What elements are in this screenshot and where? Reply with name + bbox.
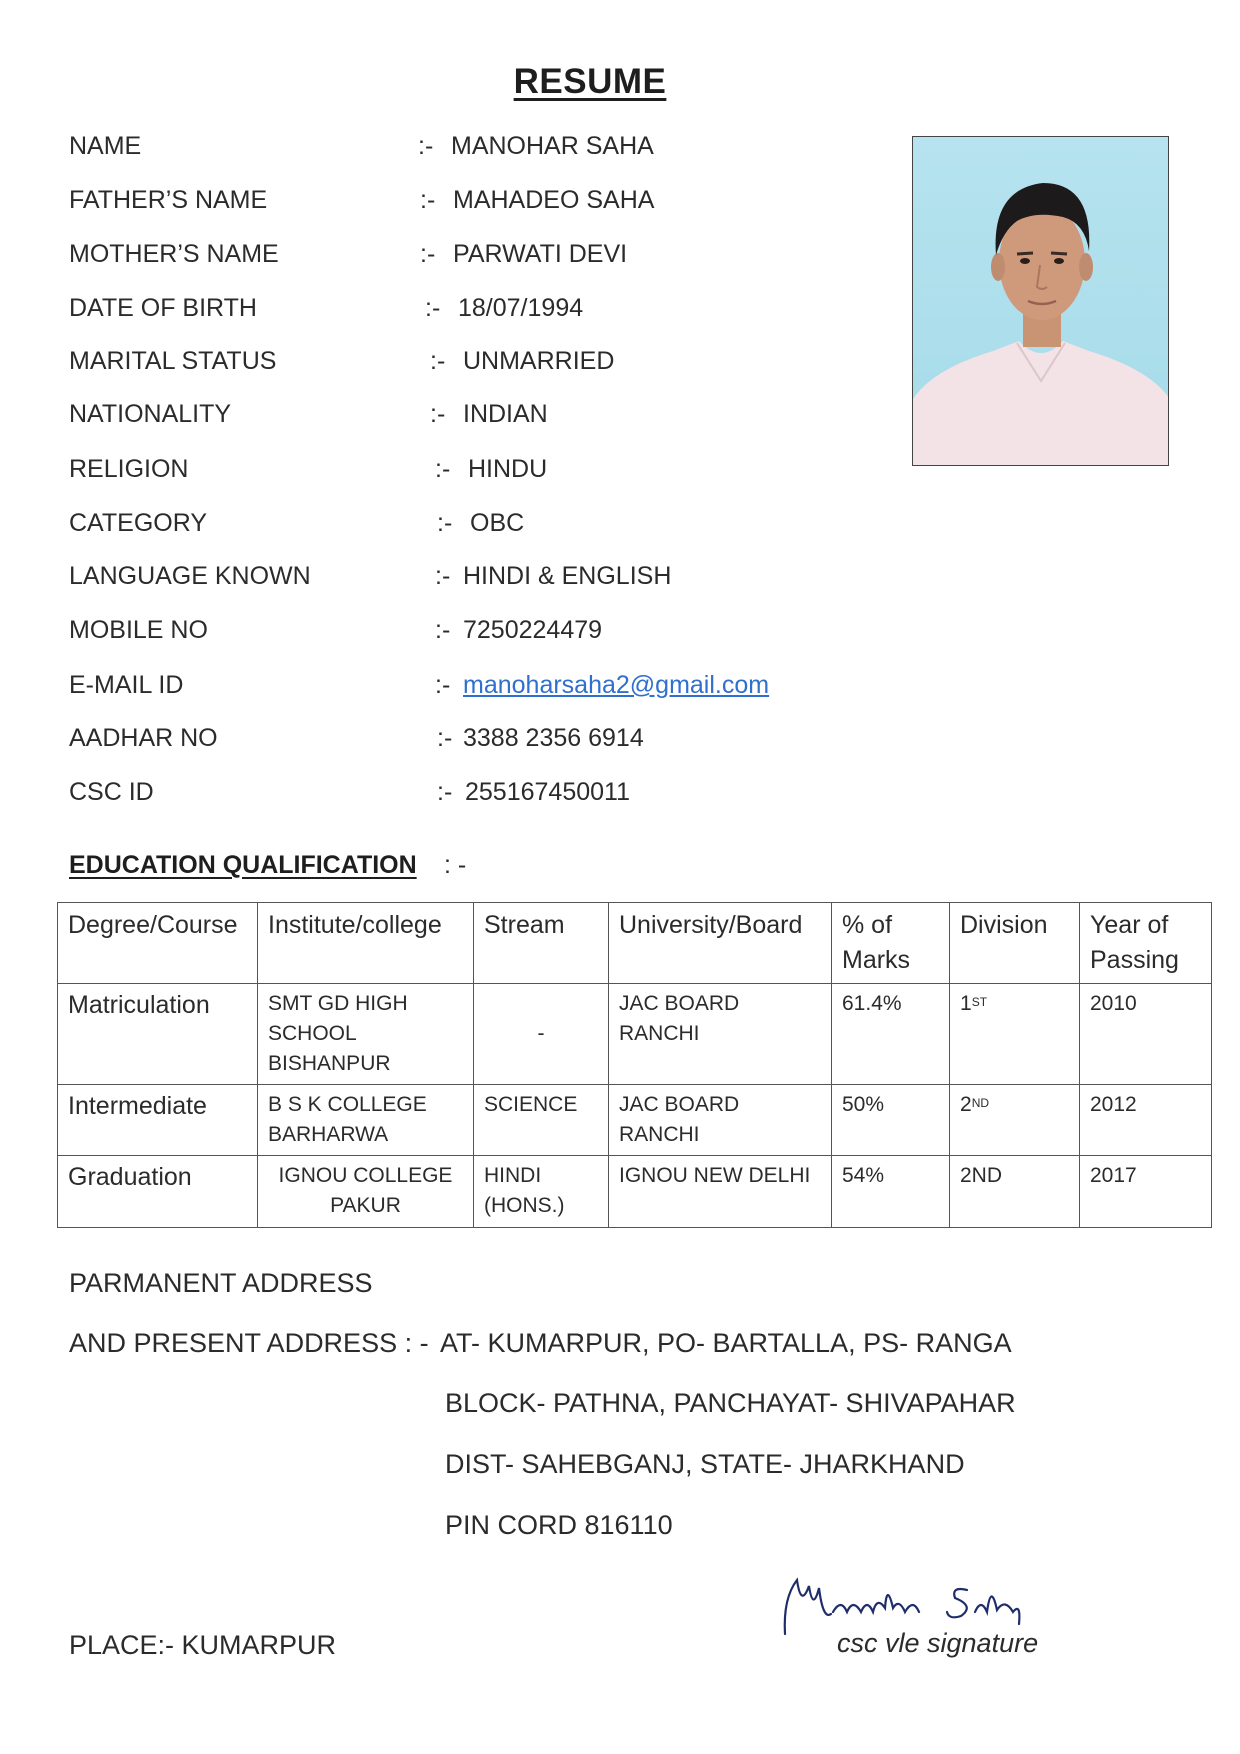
table-header-row [58,903,1212,984]
division-cell [950,1085,1080,1156]
detail-value: MANOHAR SAHA [451,132,654,160]
division-value: 1 [960,992,972,1015]
detail-row [0,455,900,495]
address-label-line1: PARMANENT ADDRESS [69,1268,373,1298]
detail-row [0,671,900,711]
detail-row [0,400,900,440]
detail-value: 18/07/1994 [458,294,584,322]
marks-cell: 61.4% [832,984,950,1085]
detail-value: UNMARRIED [463,347,615,375]
detail-label: RELIGION [69,455,189,483]
detail-value: 255167450011 [465,778,630,806]
detail-row [0,724,900,764]
detail-separator: :- [435,671,451,699]
detail-value: PARWATI DEVI [453,240,628,268]
detail-separator: :- [420,186,436,214]
detail-value: HINDU [468,455,548,483]
detail-label: E-MAIL ID [69,671,184,699]
detail-value: INDIAN [463,400,548,428]
signature-caption: csc vle signature [837,1628,1039,1658]
detail-separator: :- [435,562,451,590]
detail-separator: :- [430,347,446,375]
detail-row [0,509,900,549]
division-value: 2ND [960,1164,1003,1187]
education-heading-colon: : - [444,851,467,879]
detail-separator: :- [435,455,451,483]
degree-cell: Matriculation [58,984,258,1085]
resume-title: RESUME [513,62,667,101]
detail-separator: :- [437,778,453,806]
education-heading: EDUCATION QUALIFICATION [69,851,417,879]
detail-separator: :- [420,240,436,268]
address-line: BLOCK- PATHNA, PANCHAYAT- SHIVAPAHAR [445,1388,1016,1418]
division-suffix: ST [971,995,988,1009]
board-cell: JAC BOARD RANCHI [609,984,832,1085]
profile-photo [912,136,1169,466]
stream-cell: SCIENCE [474,1085,609,1156]
detail-separator: :- [430,400,446,428]
education-table [57,902,1212,1228]
detail-label: MOBILE NO [69,616,208,644]
detail-label: DATE OF BIRTH [69,294,257,322]
detail-separator: :- [425,294,441,322]
detail-label: MOTHER’S NAME [69,240,279,268]
detail-label: NAME [69,132,142,160]
detail-row [0,347,900,387]
table-row [58,1156,1212,1228]
detail-separator: :- [435,616,451,644]
column-header: Division [950,903,1080,984]
address-label-line2: AND PRESENT ADDRESS : - [69,1328,429,1358]
detail-label: LANGUAGE KNOWN [69,562,311,590]
detail-value: 3388 2356 6914 [463,724,644,752]
board-cell: IGNOU NEW DELHI [609,1156,832,1228]
detail-separator: :- [418,132,434,160]
stream-cell: HINDI (HONS.) [474,1156,609,1228]
detail-row [0,186,900,226]
detail-row [0,132,900,172]
institute-cell: SMT GD HIGH SCHOOL BISHANPUR [258,984,474,1085]
address-line: DIST- SAHEBGANJ, STATE- JHARKHAND [445,1449,965,1479]
division-suffix: ND [971,1096,990,1110]
degree-cell: Intermediate [58,1085,258,1156]
detail-value: OBC [470,509,525,537]
detail-label: FATHER’S NAME [69,186,268,214]
degree-cell: Graduation [58,1156,258,1228]
stream-cell: - [474,984,609,1085]
detail-row [0,562,900,602]
detail-label: MARITAL STATUS [69,347,277,375]
division-cell [950,984,1080,1085]
detail-label: CSC ID [69,778,154,806]
detail-value: HINDI & ENGLISH [463,562,672,590]
detail-row [0,616,900,656]
pin-code-line: PIN CORD 816110 [445,1510,673,1540]
division-value: 2 [960,1093,972,1116]
detail-label: AADHAR NO [69,724,218,752]
board-cell: JAC BOARD RANCHI [609,1085,832,1156]
place: PLACE:- KUMARPUR [69,1630,337,1660]
portrait-image [913,137,1169,466]
detail-row [0,778,900,818]
column-header: Stream [474,903,609,984]
address-line: AT- KUMARPUR, PO- BARTALLA, PS- RANGA [440,1328,1012,1358]
institute-cell: IGNOU COLLEGE PAKUR [258,1156,474,1228]
detail-separator: :- [437,509,453,537]
detail-value: MAHADEO SAHA [453,186,655,214]
detail-row [0,240,900,280]
marks-cell: 50% [832,1085,950,1156]
detail-value: 7250224479 [463,616,603,644]
column-header: Year of Passing [1080,903,1212,984]
detail-label: NATIONALITY [69,400,232,428]
detail-separator: :- [437,724,453,752]
year-cell: 2012 [1080,1085,1212,1156]
detail-label: CATEGORY [69,509,207,537]
table-row [58,1085,1212,1156]
column-header: Degree/Course [58,903,258,984]
column-header: % of Marks [832,903,950,984]
column-header: University/Board [609,903,832,984]
detail-row [0,294,900,334]
year-cell: 2010 [1080,984,1212,1085]
column-header: Institute/college [258,903,474,984]
email-link[interactable]: manoharsaha2@gmail.com [463,671,770,699]
year-cell: 2017 [1080,1156,1212,1228]
table-row [58,984,1212,1085]
marks-cell: 54% [832,1156,950,1228]
institute-cell: B S K COLLEGE BARHARWA [258,1085,474,1156]
division-cell [950,1156,1080,1228]
